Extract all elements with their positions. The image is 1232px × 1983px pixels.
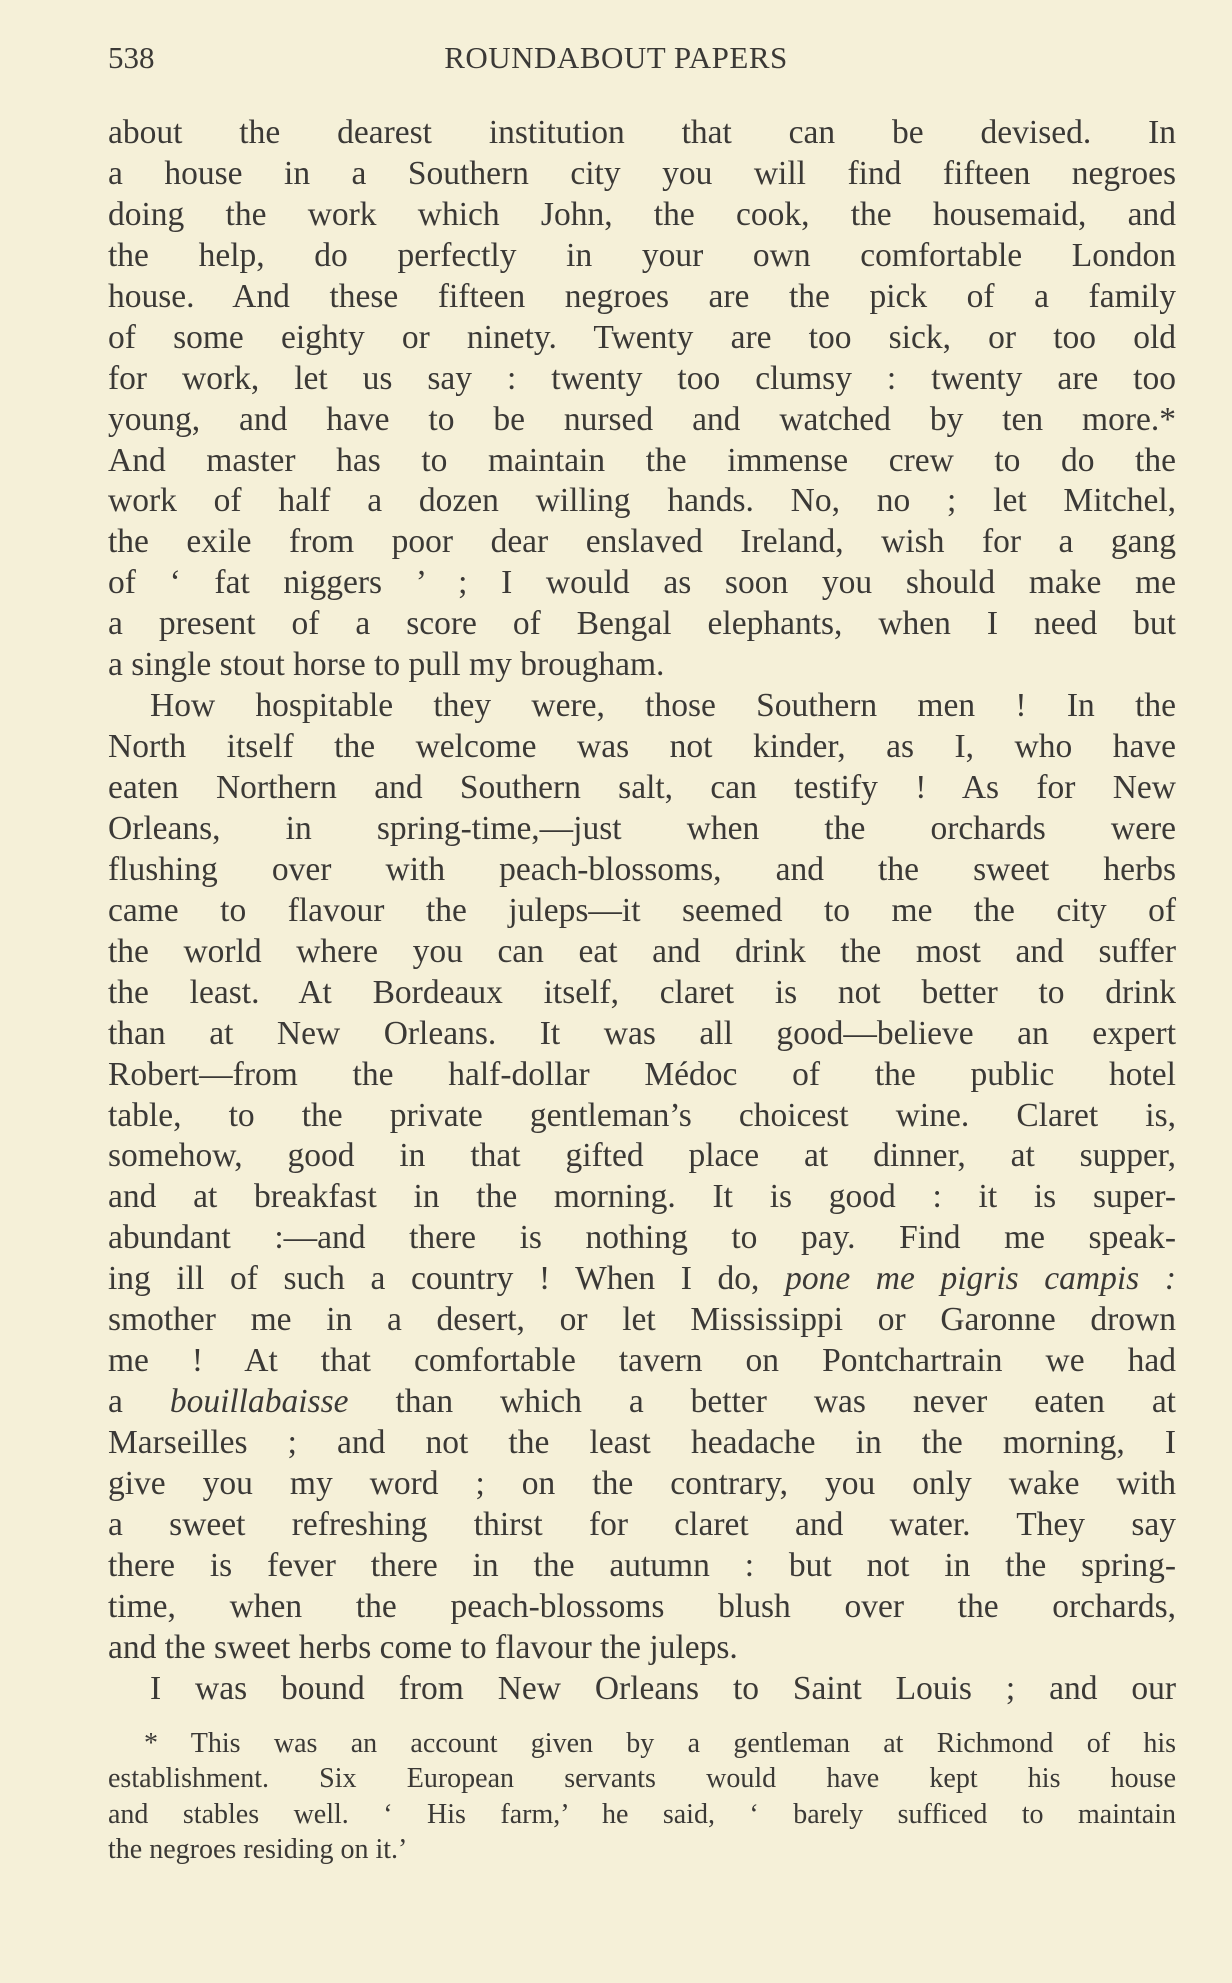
- text-line: [108, 1096, 1176, 1137]
- text-segment: flushing over with peach-blossoms, and the sweet herbs: [108, 850, 1176, 888]
- text-segment: a: [108, 1383, 123, 1421]
- text-segment: and the sweet herbs come to flavour the juleps.: [108, 1628, 738, 1666]
- footnote-line: and stables well. ‘ His farm,’ he said, ‘ barely sufficed to maintain: [108, 1798, 1176, 1830]
- text-segment: the world where you can eat and drink the most and suffer: [108, 932, 1176, 970]
- text-line: [108, 1669, 1176, 1710]
- text-line: [108, 1587, 1176, 1628]
- text-line: [108, 727, 1176, 768]
- text-line: [108, 1341, 1176, 1382]
- text-segment: of ‘ fat niggers ’ ; I would as soon you should make me: [108, 564, 1176, 602]
- text-segment: Marseilles ; and not the least headache in the morning, I: [108, 1424, 1176, 1461]
- text-line: [108, 236, 1176, 277]
- text-line: [108, 1382, 1176, 1423]
- footnote-line: the negroes residing on it.’: [108, 1833, 408, 1865]
- text-segment: the help, do perfectly in your own comfortable London: [108, 236, 1176, 274]
- text-line: [108, 318, 1176, 359]
- text-line: [108, 277, 1176, 318]
- text-segment: came to flavour the juleps—it seemed to me the city of: [108, 891, 1176, 929]
- text-segment: a single stout horse to pull my brougham.: [108, 646, 665, 684]
- text-line: [108, 113, 1176, 154]
- text-segment: a present of a score of Bengal elephants, when I need but: [108, 605, 1176, 643]
- text-segment: abundant :—and there is nothing to pay. Find me speak-: [108, 1219, 1176, 1257]
- text-segment: North itself the welcome was not kinder, as I, who have: [108, 728, 1176, 766]
- text-segment: ing ill of such a country ! When I do,: [108, 1260, 760, 1298]
- text-segment: and at breakfast in the morning. It is good : it is super-: [108, 1178, 1176, 1216]
- text-line: [108, 850, 1176, 891]
- text-line: [108, 1259, 1176, 1300]
- text-line: [108, 400, 1176, 441]
- text-segment: give you my word ; on the contrary, you only wake with: [108, 1464, 1176, 1502]
- text-line: [108, 522, 1176, 563]
- text-segment: I was bound from New Orleans to Saint Louis ; and our: [150, 1669, 1176, 1707]
- text-line: [108, 1055, 1176, 1096]
- text-line: [108, 1505, 1176, 1546]
- text-segment: How hospitable they were, those Southern men ! In the: [150, 687, 1176, 725]
- text-line: [108, 645, 1176, 686]
- text-segment: work of half a dozen willing hands. No, no ; let Mitchel,: [108, 482, 1176, 520]
- text-line: [108, 1423, 1176, 1464]
- text-segment: time, when the peach-blossoms blush over the orchards,: [108, 1587, 1176, 1625]
- text-segment: the exile from poor dear enslaved Ireland, wish for a gang: [108, 523, 1176, 561]
- footnote-line: establishment. Six European servants would have kept his house: [108, 1763, 1176, 1795]
- text-line: [108, 686, 1176, 727]
- text-line: [108, 1136, 1176, 1177]
- text-segment: the least. At Bordeaux itself, claret is not better to drink: [108, 973, 1176, 1011]
- text-line: [108, 195, 1176, 236]
- text-line: [108, 441, 1176, 482]
- italic-phrase: bouillabaisse: [169, 1383, 349, 1421]
- text-segment: there is fever there in the autumn : but not in the spring-: [108, 1546, 1176, 1584]
- text-segment: about the dearest institution that can be devised. In: [108, 114, 1176, 151]
- text-segment: than which a better was never eaten at: [395, 1383, 1176, 1421]
- text-line: [108, 891, 1176, 932]
- text-segment: doing the work which John, the cook, the housemaid, and: [108, 195, 1176, 233]
- text-line: [108, 154, 1176, 195]
- italic-phrase: pone me pigris campis :: [785, 1260, 1176, 1298]
- text-segment: And master has to maintain the immense crew to do the: [108, 441, 1176, 479]
- text-line: [108, 1300, 1176, 1341]
- text-line: [108, 1177, 1176, 1218]
- text-line: [108, 932, 1176, 973]
- text-line: [108, 604, 1176, 645]
- body-text: [108, 113, 1176, 1710]
- text-line: [108, 768, 1176, 809]
- text-line: [108, 973, 1176, 1014]
- text-segment: eaten Northern and Southern salt, can testify ! As for New: [108, 769, 1176, 806]
- text-line: [108, 359, 1176, 400]
- text-line: [108, 1546, 1176, 1587]
- text-segment: a house in a Southern city you will find fifteen negroes: [108, 154, 1176, 192]
- text-line: [108, 481, 1176, 522]
- text-segment: house. And these fifteen negroes are the pick of a family: [108, 277, 1176, 315]
- text-segment: Orleans, in spring-time,—just when the orchards were: [108, 809, 1176, 847]
- footnote-line: * This was an account given by a gentleman at Richmond of his: [144, 1728, 1176, 1759]
- running-title: ROUNDABOUT PAPERS: [444, 40, 788, 75]
- text-segment: for work, let us say : twenty too clumsy : twenty are too: [108, 359, 1176, 397]
- text-segment: somehow, good in that gifted place at dinner, at supper,: [108, 1137, 1176, 1175]
- text-line: [108, 563, 1176, 604]
- text-segment: smother me in a desert, or let Mississippi or Garonne drown: [108, 1301, 1176, 1339]
- text-segment: a sweet refreshing thirst for claret and water. They say: [108, 1505, 1176, 1543]
- text-segment: of some eighty or ninety. Twenty are too sick, or too old: [108, 318, 1176, 356]
- text-line: [108, 1218, 1176, 1259]
- text-segment: table, to the private gentleman’s choicest wine. Claret is,: [108, 1096, 1176, 1134]
- page-number: 538: [108, 40, 155, 75]
- text-line: [108, 809, 1176, 850]
- text-line: [108, 1014, 1176, 1055]
- text-line: [108, 1464, 1176, 1505]
- footnote: [108, 1726, 1176, 1867]
- text-segment: Robert—from the half-dollar Médoc of the public hotel: [108, 1055, 1176, 1093]
- text-segment: me ! At that comfortable tavern on Pontchartrain we had: [108, 1342, 1176, 1380]
- text-segment: young, and have to be nursed and watched by ten more.*: [108, 400, 1176, 438]
- text-line: [108, 1628, 1176, 1669]
- text-segment: than at New Orleans. It was all good—believe an expert: [108, 1014, 1176, 1052]
